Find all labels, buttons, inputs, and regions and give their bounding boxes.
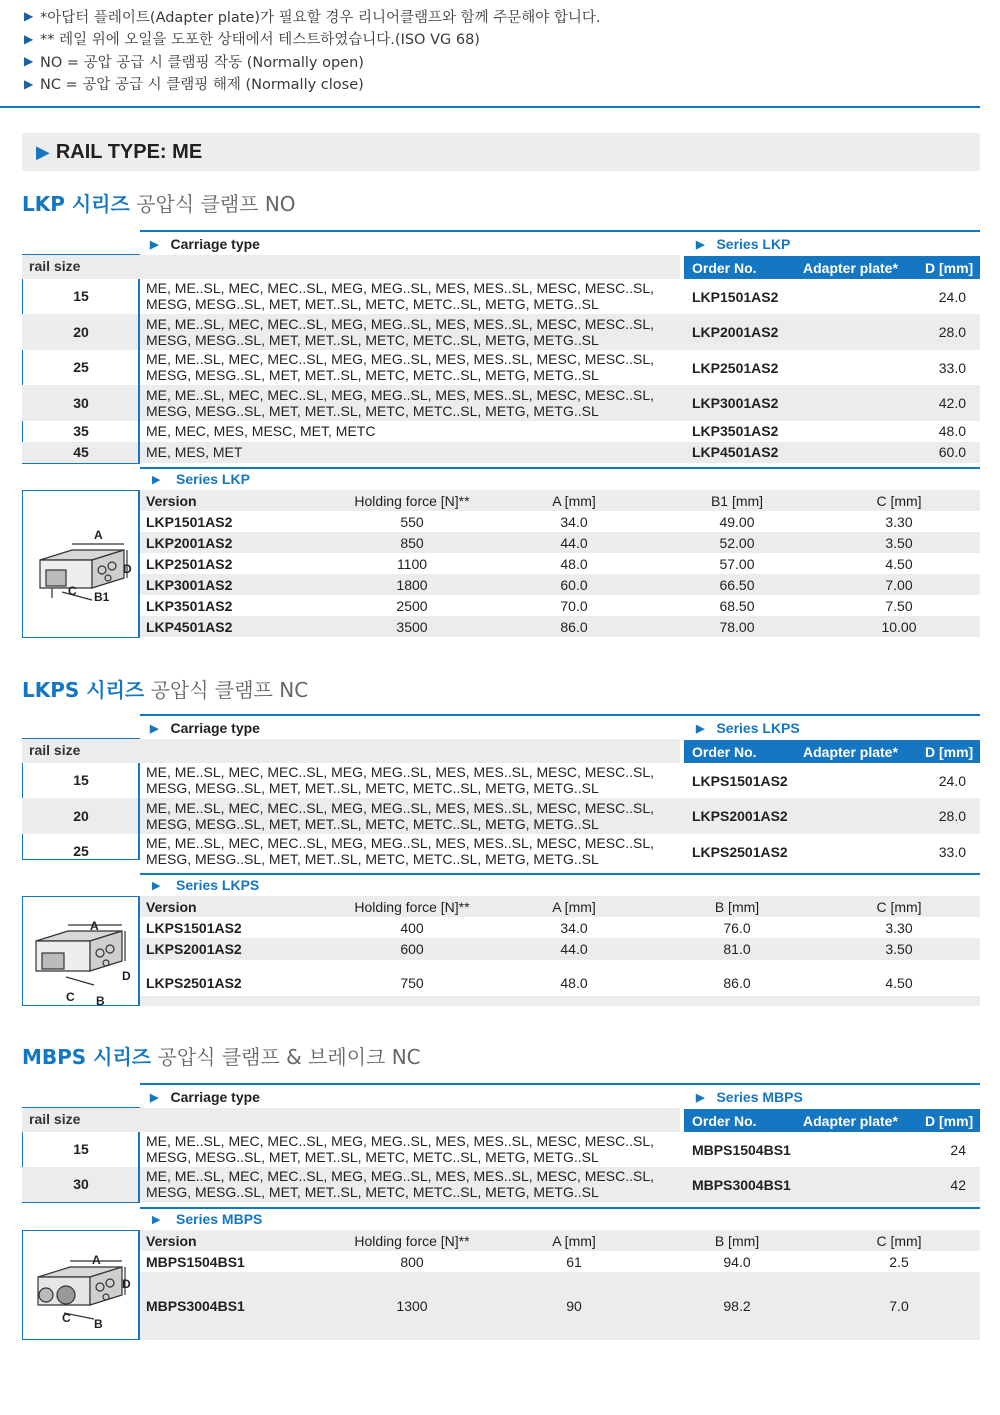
rail-size-label: rail size <box>29 1111 81 1127</box>
table-row <box>22 385 980 421</box>
holding-force-value: 3500 <box>396 619 428 635</box>
rail-size-label: rail size <box>29 258 81 274</box>
a-header: A [mm] <box>552 899 596 915</box>
holding-force-value: 2500 <box>396 598 428 614</box>
diagram-label-b: B1 <box>94 590 110 604</box>
c-value: 3.30 <box>885 920 913 936</box>
version-value: MBPS1504BS1 <box>146 1254 245 1270</box>
triangle-bullet-icon: ▶ <box>24 31 34 46</box>
order-header <box>684 256 980 279</box>
section-title-mbps <box>22 1041 421 1070</box>
carriage-type-label: Carriage type <box>170 236 260 252</box>
table-header <box>140 716 980 740</box>
diagram-label-c: C <box>66 990 75 1004</box>
rail-size-value: 15 <box>73 772 89 788</box>
version-series-title: Series LKP <box>176 471 250 487</box>
triangle-bullet-icon: ▶ <box>24 54 34 69</box>
b-value: 66.50 <box>719 577 755 593</box>
carriage-type-label: Carriage type <box>170 720 260 736</box>
carriage-types: ME, ME..SL, MEC, MEC..SL, MEG, MEG..SL, MES, MES..SL, MESC, MESC..SL, MESG, MESG..SL, MET, MET..SL, METC, METC..SL, METG, METG..SL <box>146 800 654 832</box>
order-no: LKPS2001AS2 <box>692 808 788 824</box>
section-title-lkp <box>22 188 296 217</box>
a-value: 34.0 <box>560 514 588 530</box>
adapter-plate-header: Adapter plate* <box>803 743 898 760</box>
version-value: LKP2501AS2 <box>146 556 233 572</box>
a-value: 60.0 <box>560 577 588 593</box>
diagram-label-b: B <box>96 994 105 1008</box>
b-value: 68.50 <box>719 598 755 614</box>
order-no: LKP2001AS2 <box>692 324 779 340</box>
version-value: LKPS1501AS2 <box>146 920 242 936</box>
b-value: 98.2 <box>723 1298 751 1314</box>
order-no: LKPS2501AS2 <box>692 844 788 860</box>
order-no: MBPS3004BS1 <box>692 1177 791 1193</box>
table-row <box>22 314 980 350</box>
holding-force-value: 750 <box>400 975 424 991</box>
note-item <box>24 5 601 28</box>
holding-force-header: Holding force [N]** <box>354 899 470 915</box>
diagram-label-d: D <box>123 562 132 576</box>
rail-size-value: 30 <box>73 395 89 411</box>
holding-force-value: 550 <box>400 514 424 530</box>
series-label <box>696 720 800 736</box>
holding-force-value: 600 <box>400 941 424 957</box>
rail-size-value: 20 <box>73 324 89 340</box>
triangle-icon: ▶ <box>152 1214 161 1226</box>
rail-size-value: 25 <box>73 359 89 375</box>
order-no: MBPS1504BS1 <box>692 1142 791 1158</box>
series-name: Series LKPS <box>716 720 800 736</box>
version-header: Version <box>146 899 197 915</box>
version-value: LKP3501AS2 <box>146 598 233 614</box>
adapter-plate-header: Adapter plate* <box>803 1112 898 1129</box>
section-title-bold: LKP 시리즈 <box>22 192 130 216</box>
version-value: LKP4501AS2 <box>146 619 233 635</box>
order-no: LKP4501AS2 <box>692 444 779 460</box>
a-value: 61 <box>566 1254 582 1270</box>
rail-size-value: 15 <box>73 1141 89 1157</box>
series-name: Series MBPS <box>716 1089 803 1105</box>
c-header: C [mm] <box>876 1233 922 1249</box>
c-value: 7.00 <box>885 577 913 593</box>
c-header: C [mm] <box>876 899 922 915</box>
c-header: C [mm] <box>876 493 922 509</box>
a-value: 48.0 <box>560 975 588 991</box>
c-value: 7.50 <box>885 598 913 614</box>
carriage-types: ME, ME..SL, MEC, MEC..SL, MEG, MEG..SL, MES, MES..SL, MESC, MESC..SL, MESG, MESG..SL, MET, MET..SL, METC, METC..SL, METG, METG..SL <box>146 764 654 796</box>
diagram-label-b: B <box>94 1317 103 1331</box>
triangle-icon: ▶ <box>696 1091 705 1104</box>
carriage-types: ME, MES, MET <box>146 444 243 460</box>
holding-force-header: Holding force [N]** <box>354 1233 470 1249</box>
clamp-diagram <box>32 528 132 618</box>
triangle-icon: ▶ <box>36 141 50 163</box>
carriage-types: ME, ME..SL, MEC, MEC..SL, MEG, MEG..SL, MES, MES..SL, MESC, MESC..SL, MESG, MESG..SL, MET, MET..SL, METC, METC..SL, METG, METG..SL <box>146 387 654 419</box>
carriage-types: ME, ME..SL, MEC, MEC..SL, MEG, MEG..SL, MES, MES..SL, MESC, MESC..SL, MESG, MESG..SL, MET, MET..SL, METC, METC..SL, METG, METG..SL <box>146 835 654 867</box>
rail-size-value: 25 <box>73 843 89 859</box>
d-value: 24.0 <box>938 773 966 789</box>
d-value: 33.0 <box>938 844 966 860</box>
b-value: 49.00 <box>719 514 755 530</box>
carriage-types: ME, ME..SL, MEC, MEC..SL, MEG, MEG..SL, MES, MES..SL, MESC, MESC..SL, MESG, MESG..SL, MET, MET..SL, METC, METC..SL, METG, METG..SL <box>146 1168 654 1200</box>
order-no-header: Order No. <box>692 1112 757 1129</box>
a-value: 48.0 <box>560 556 588 572</box>
c-value: 3.30 <box>885 514 913 530</box>
version-series-title: Series LKPS <box>176 877 260 893</box>
triangle-icon: ▶ <box>696 722 705 735</box>
version-value: LKP3001AS2 <box>146 577 233 593</box>
note-text: NO = 공압 공급 시 클램핑 작동 (Normally open) <box>40 54 364 71</box>
section-title-rest: 공압식 클램프 NC <box>150 678 309 702</box>
b-header: B [mm] <box>714 899 760 915</box>
triangle-bullet-icon: ▶ <box>24 9 34 24</box>
lkp-table <box>22 230 980 640</box>
divider <box>0 106 980 108</box>
a-value: 70.0 <box>560 598 588 614</box>
d-value: 24 <box>950 1142 966 1158</box>
c-value: 3.50 <box>885 535 913 551</box>
carriage-type-label: Carriage type <box>170 1089 260 1105</box>
holding-force-value: 1300 <box>396 1298 428 1314</box>
rail-size-value: 45 <box>73 444 89 460</box>
note-text: NC = 공압 공급 시 클램핑 해제 (Normally close) <box>40 77 364 94</box>
d-value: 48.0 <box>938 423 966 439</box>
clamp-diagram <box>32 919 132 1008</box>
b-value: 76.0 <box>723 920 751 936</box>
version-header: Version <box>146 1233 197 1249</box>
brake-diagram <box>32 1253 132 1338</box>
version-value: MBPS3004BS1 <box>146 1298 245 1314</box>
note-text: *아답터 플레이트(Adapter plate)가 필요할 경우 리니어클램프와 함께 주문해야 합니다. <box>40 9 601 26</box>
clamp-diagram-icon <box>32 919 132 1004</box>
order-header <box>684 1109 980 1132</box>
holding-force-value: 1800 <box>396 577 428 593</box>
section-title-bold: LKPS 시리즈 <box>22 678 145 702</box>
version-value: LKP1501AS2 <box>146 514 233 530</box>
section-title-rest: 공압식 클램프 & 브레이크 NC <box>157 1045 421 1069</box>
d-header: D [mm] <box>925 259 974 276</box>
version-header: Version <box>146 493 197 509</box>
version-series-title: Series MBPS <box>176 1211 263 1227</box>
lkps-table <box>22 714 980 1009</box>
rail-size-label: rail size <box>29 742 81 758</box>
d-value: 28.0 <box>938 808 966 824</box>
section-title-lkps <box>22 674 308 703</box>
adapter-plate-header: Adapter plate* <box>803 259 898 276</box>
c-value: 7.0 <box>889 1298 909 1314</box>
d-header: D [mm] <box>925 743 974 760</box>
table-row <box>22 442 980 463</box>
a-value: 86.0 <box>560 619 588 635</box>
a-value: 34.0 <box>560 920 588 936</box>
triangle-bullet-icon: ▶ <box>24 76 34 91</box>
triangle-icon: ▶ <box>150 238 159 251</box>
triangle-icon: ▶ <box>150 722 159 735</box>
triangle-icon: ▶ <box>150 1091 159 1104</box>
b-header: B1 [mm] <box>710 493 764 509</box>
c-value: 2.5 <box>889 1254 909 1270</box>
carriage-types: ME, ME..SL, MEC, MEC..SL, MEG, MEG..SL, MES, MES..SL, MESC, MESC..SL, MESG, MESG..SL, MET, MET..SL, METC, METC..SL, METG, METG..SL <box>146 316 654 348</box>
a-value: 90 <box>566 1298 582 1314</box>
note-text: ** 레일 위에 오일을 도포한 상태에서 테스트하였습니다.(ISO VG 68) <box>40 32 480 49</box>
b-value: 52.00 <box>719 535 755 551</box>
triangle-icon: ▶ <box>152 474 161 486</box>
a-value: 44.0 <box>560 941 588 957</box>
mbps-table <box>22 1083 980 1343</box>
order-no: LKP2501AS2 <box>692 360 779 376</box>
diagram-label-c: C <box>62 1311 71 1325</box>
version-value: LKP2001AS2 <box>146 535 233 551</box>
section-title-rest: 공압식 클램프 NO <box>136 192 296 216</box>
b-value: 86.0 <box>723 975 751 991</box>
d-value: 33.0 <box>938 360 966 376</box>
table-header <box>140 1085 980 1109</box>
notes-list <box>24 5 601 95</box>
diagram-label-c: C <box>68 584 77 598</box>
b-value: 57.00 <box>719 556 755 572</box>
d-value: 24.0 <box>938 289 966 305</box>
version-value: LKPS2501AS2 <box>146 975 242 991</box>
section-title-bold: MBPS 시리즈 <box>22 1045 152 1069</box>
diagram-label-a: A <box>94 528 103 542</box>
series-label <box>696 236 790 252</box>
a-header: A [mm] <box>552 1233 596 1249</box>
order-no-header: Order No. <box>692 743 757 760</box>
holding-force-value: 800 <box>400 1254 424 1270</box>
order-no: LKP3001AS2 <box>692 395 779 411</box>
rail-size-value: 15 <box>73 288 89 304</box>
d-value: 28.0 <box>938 324 966 340</box>
rail-type-banner <box>22 133 980 171</box>
series-name: Series LKP <box>716 236 791 252</box>
order-no: LKP1501AS2 <box>692 289 779 305</box>
triangle-icon: ▶ <box>152 880 161 892</box>
rail-type-title: RAIL TYPE: ME <box>55 140 203 163</box>
note-item <box>24 28 601 51</box>
brake-diagram-icon <box>32 1253 132 1338</box>
table-row <box>22 350 980 385</box>
d-value: 60.0 <box>938 444 966 460</box>
holding-force-value: 400 <box>400 920 424 936</box>
order-no-header: Order No. <box>692 259 757 276</box>
diagram-label-a: A <box>92 1253 101 1267</box>
rail-size-value: 20 <box>73 808 89 824</box>
table-row <box>22 279 980 314</box>
c-value: 10.00 <box>881 619 917 635</box>
b-value: 81.0 <box>723 941 751 957</box>
version-value: LKPS2001AS2 <box>146 941 242 957</box>
c-value: 3.50 <box>885 941 913 957</box>
triangle-icon: ▶ <box>696 238 705 251</box>
order-no: LKP3501AS2 <box>692 423 779 439</box>
note-item <box>24 73 601 96</box>
diagram-label-a: A <box>90 919 99 933</box>
table-header <box>140 232 980 256</box>
carriage-types: ME, ME..SL, MEC, MEC..SL, MEG, MEG..SL, MES, MES..SL, MESC, MESC..SL, MESG, MESG..SL, MET, MET..SL, METC, METC..SL, METG, METG..SL <box>146 280 654 312</box>
d-header: D [mm] <box>925 1112 974 1129</box>
note-item <box>24 50 601 73</box>
diagram-label-d: D <box>122 969 131 983</box>
rail-size-value: 35 <box>73 423 89 439</box>
holding-force-value: 1100 <box>396 556 428 572</box>
c-value: 4.50 <box>885 556 913 572</box>
series-label <box>696 1089 803 1105</box>
carriage-types: ME, ME..SL, MEC, MEC..SL, MEG, MEG..SL, MES, MES..SL, MESC, MESC..SL, MESG, MESG..SL, MET, MET..SL, METC, METC..SL, METG, METG..SL <box>146 1133 654 1165</box>
a-value: 44.0 <box>560 535 588 551</box>
table-row <box>22 421 980 442</box>
table-row <box>22 798 980 834</box>
c-value: 4.50 <box>885 975 913 991</box>
order-header <box>684 740 980 763</box>
table-row <box>22 763 980 798</box>
b-value: 94.0 <box>723 1254 751 1270</box>
d-value: 42 <box>950 1177 966 1193</box>
clamp-diagram-icon <box>32 528 132 618</box>
holding-force-value: 850 <box>400 535 424 551</box>
carriage-types: ME, MEC, MES, MESC, MET, METC <box>146 423 376 439</box>
b-value: 78.00 <box>719 619 755 635</box>
table-row <box>22 1167 980 1202</box>
diagram-label-d: D <box>122 1277 131 1291</box>
carriage-types: ME, ME..SL, MEC, MEC..SL, MEG, MEG..SL, MES, MES..SL, MESC, MESC..SL, MESG, MESG..SL, MET, MET..SL, METC, METC..SL, METG, METG..SL <box>146 351 654 383</box>
table-row <box>22 1132 980 1167</box>
a-header: A [mm] <box>552 493 596 509</box>
d-value: 42.0 <box>938 395 966 411</box>
holding-force-header: Holding force [N]** <box>354 493 470 509</box>
rail-size-value: 30 <box>73 1176 89 1192</box>
table-row <box>22 834 980 869</box>
order-no: LKPS1501AS2 <box>692 773 788 789</box>
b-header: B [mm] <box>714 1233 760 1249</box>
